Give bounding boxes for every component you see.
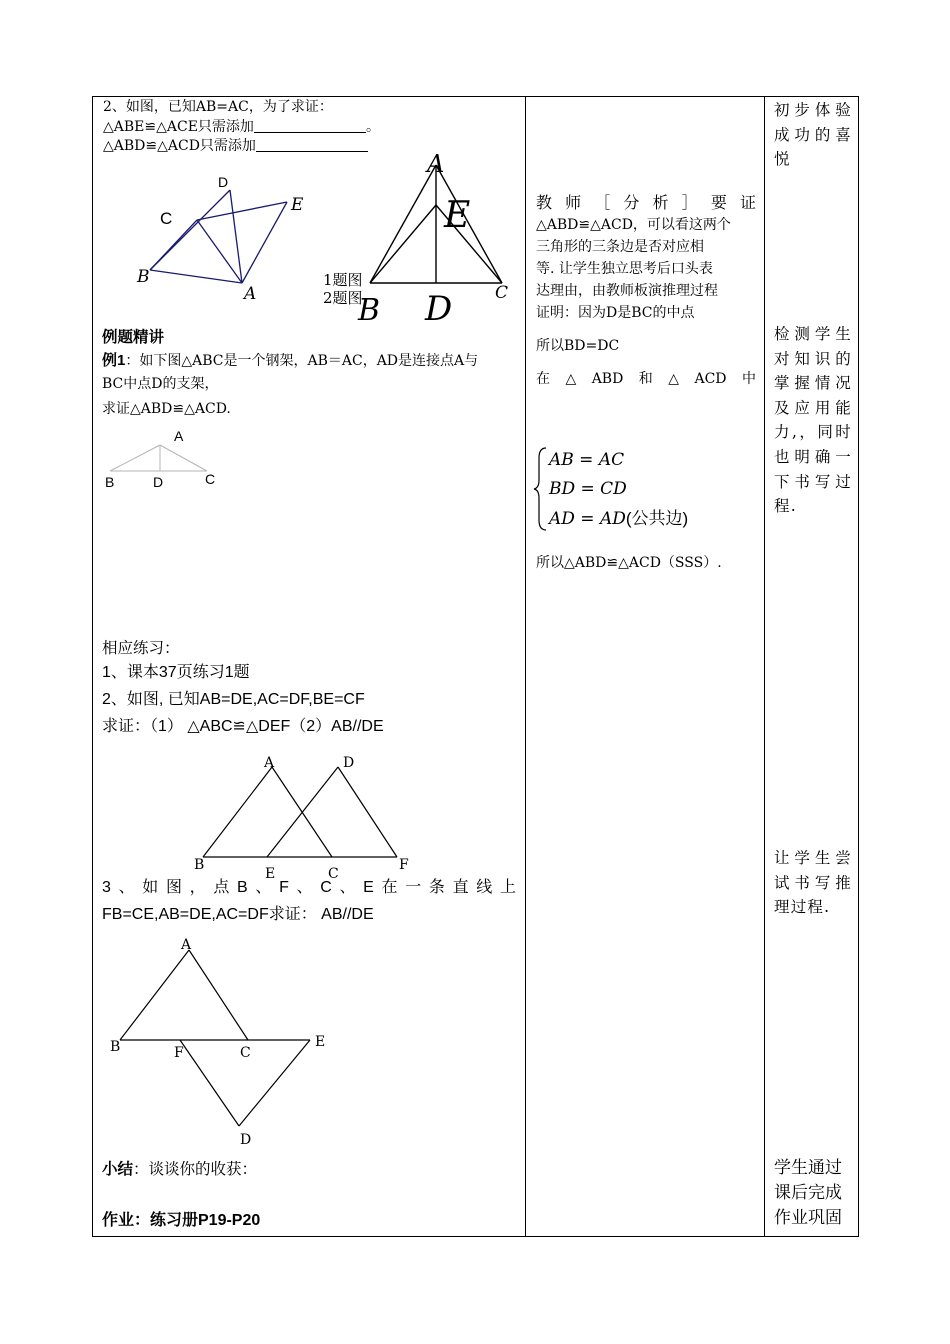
note-2-line: 也明确一 — [774, 447, 852, 466]
practice-item-2: 2、如图, 已知AB=DE,AC=DF,BE=CF — [102, 691, 365, 708]
teacher-line2: △ABD≌△ACD，可以看这两个 — [536, 217, 731, 233]
example-line1: 例1：如下图△ABC是一个钢架，AB＝AC，AD是连接点A与 — [102, 352, 479, 369]
example-label-d: D — [153, 474, 164, 490]
note-1-line: 初步体验 — [774, 101, 852, 119]
example-label-a: A — [174, 428, 184, 444]
system-eq2: BD = CD — [549, 479, 627, 499]
note-2-line: 及应用能 — [774, 398, 852, 417]
p3-label-c: C — [240, 1045, 251, 1061]
fig1-label-c: C — [160, 209, 173, 228]
note-1-line: 悦 — [774, 150, 791, 169]
practice-item-3-line1: 3、如图，点B、F、C、E在一条直线上 — [102, 879, 516, 896]
p3-label-d: D — [240, 1132, 252, 1148]
p2-label-f: F — [399, 857, 409, 873]
note-3-line: 理过程. — [774, 898, 831, 917]
example-line3: 求证△ABD≌△ACD. — [102, 401, 231, 417]
fig2-label-d: D — [425, 289, 453, 329]
blank-line — [254, 118, 366, 133]
system-eq3: AD = AD(公共边) — [549, 509, 689, 529]
summary: 小结：谈谈你的收获： — [102, 1160, 258, 1178]
note-2-line: 下书写过 — [774, 472, 852, 491]
proof-line3: 在△ABD和△ACD中 — [536, 371, 756, 387]
note-1 — [774, 98, 852, 172]
fig1-label-e: E — [291, 195, 304, 215]
q2-line1: 2、如图，已知AB=AC，为了求证： — [103, 99, 333, 115]
p2-label-e: E — [265, 866, 276, 882]
note-2-line: 力,，同时 — [774, 423, 852, 442]
p2-label-b: B — [194, 857, 205, 873]
fig-caption-1: 1题图 — [323, 271, 363, 289]
p3-label-a: A — [181, 937, 192, 953]
fig2-label-e: E — [444, 195, 471, 236]
note-3-line: 试书写推 — [774, 873, 852, 892]
note-2-line: 掌握情况 — [774, 374, 852, 393]
proof-conclusion: 所以△ABD≌△ACD（SSS）. — [536, 555, 722, 571]
example-label-c: C — [205, 471, 216, 487]
note-2-line: 程. — [774, 497, 797, 516]
p2-label-d: D — [343, 755, 355, 771]
fig1-label-b: B — [137, 267, 150, 287]
fig1-label-a: A — [244, 284, 257, 304]
note-2-line: 对知识的 — [774, 349, 852, 368]
fig2-label-b: B — [358, 293, 381, 328]
note-4-line: 作业巩固 — [774, 1208, 842, 1228]
p3-label-e: E — [315, 1034, 326, 1050]
example-heading: 例题精讲 — [102, 329, 165, 346]
note-2-line: 检测学生 — [774, 325, 852, 343]
practice-heading: 相应练习： — [102, 639, 180, 657]
teacher-line5: 达理由，由教师板演推理过程 — [536, 283, 718, 299]
teacher-line1: 教师［分析］要证 — [536, 193, 756, 212]
note-4-line: 学生通过 — [774, 1158, 842, 1178]
note-3 — [774, 846, 852, 920]
system-eq1: AB = AC — [549, 450, 625, 470]
proof-line1: 证明：因为D是BC的中点 — [536, 305, 695, 321]
note-1-line: 成功的喜 — [774, 125, 852, 144]
column-divider-1 — [525, 97, 526, 1236]
note-3-line: 让学生尝 — [774, 849, 852, 867]
teacher-line4: 等. 让学生独立思考后口头表 — [536, 261, 713, 277]
fig2-label-c: C — [495, 283, 509, 303]
practice-item-3-line2: FB=CE,AB=DE,AC=DF求证： AB//DE — [102, 906, 374, 923]
p2-label-c: C — [328, 866, 339, 882]
proof-line2: 所以BD=DC — [536, 338, 620, 354]
p3-label-f: F — [174, 1045, 184, 1061]
fig2-label-a: A — [427, 150, 445, 178]
note-2 — [774, 322, 852, 519]
p2-label-a: A — [264, 755, 275, 771]
note-4 — [774, 1156, 842, 1231]
column-divider-2 — [764, 97, 765, 1236]
p3-label-b: B — [110, 1039, 121, 1055]
fig1-label-d: D — [218, 174, 229, 190]
practice-item-1: 1、课本37页练习1题 — [102, 664, 250, 681]
practice-item-2-proof: 求证：（1） △ABC≌△DEF（2）AB//DE — [102, 718, 384, 735]
fig-caption-2: 2题图 — [323, 289, 363, 307]
homework: 作业：练习册P19-P20 — [102, 1212, 261, 1229]
q2-line3: △ABD≌△ACD只需添加 — [103, 137, 368, 155]
note-4-line: 课后完成 — [774, 1183, 842, 1203]
example-label-b: B — [105, 474, 115, 490]
q2-line2: △ABE≌△ACE只需添加 。 — [103, 119, 380, 135]
blank-line — [256, 137, 368, 152]
example-line2: BC中点D的支架， — [102, 376, 219, 392]
teacher-line3: 三角形的三条边是否对应相 — [536, 239, 704, 255]
